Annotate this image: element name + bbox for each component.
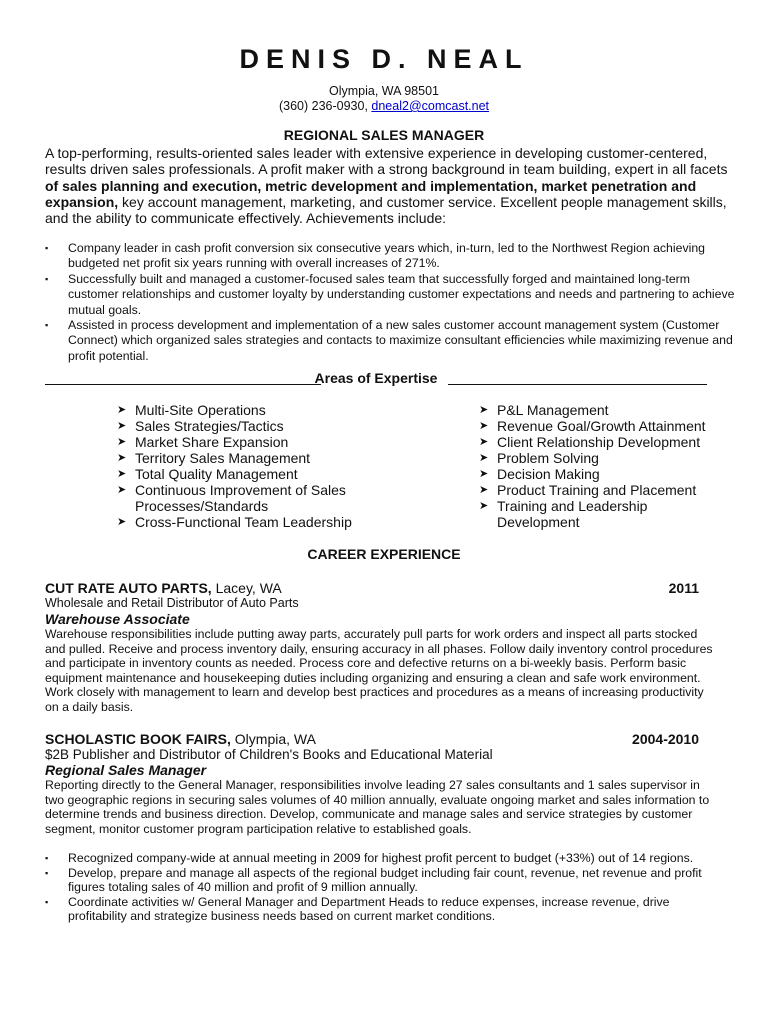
career-experience-title: CAREER EXPERIENCE <box>307 546 461 562</box>
arrow-bullet-icon: ➤ <box>479 468 489 480</box>
job-years: 2004-2010 <box>632 731 699 747</box>
job-header <box>45 580 725 596</box>
contact-block <box>0 84 768 114</box>
job-title: Regional Sales Manager <box>45 762 207 778</box>
company-name: SCHOLASTIC BOOK FAIRS, <box>45 731 231 747</box>
job-bullet-item: ▪ Recognized company-wide at annual meeting in 2009 for highest profit percent to budget (+33%) out of 14 regions. <box>45 851 720 866</box>
expertise-item: ➤ Problem Solving <box>479 450 599 466</box>
phone-email-line <box>0 99 768 114</box>
phone: (360) 236-0930, <box>278 99 368 113</box>
achievement-item: ▪ Successfully built and managed a customer-focused sales team that successfully forged and maintained long-term customer relationships and customer loyalty by understanding customer expectations and needs and partnering to achieve mutual goals. <box>45 272 735 318</box>
scholastic-bullets <box>45 851 720 924</box>
expertise-item: ➤ Market Share Expansion <box>117 434 289 450</box>
company-location: Lacey, WA <box>211 580 282 596</box>
arrow-bullet-icon: ➤ <box>117 404 127 416</box>
job-bullet-item: ▪ Coordinate activities w/ General Manager and Department Heads to reduce expenses, increase revenue, drive profitability and strategize business needs based on current market conditions. <box>45 895 720 924</box>
divider-line-right <box>448 384 707 385</box>
job-entry-cut-rate <box>45 580 725 715</box>
company-name: CUT RATE AUTO PARTS, <box>45 580 212 596</box>
job-years: 2011 <box>668 580 699 596</box>
job-title: Warehouse Associate <box>45 611 190 627</box>
arrow-bullet-icon: ➤ <box>479 420 489 432</box>
expertise-item: ➤ Multi-Site Operations <box>117 402 266 418</box>
arrow-bullet-icon: ➤ <box>479 404 489 416</box>
expertise-title: Areas of Expertise <box>314 370 438 386</box>
summary-text-2: key account management, marketing, and customer service. Excellent people management skills, and the ability to communicate effectively. Achievements include: <box>45 193 727 227</box>
arrow-bullet-icon: ➤ <box>117 484 127 496</box>
job-description: Warehouse responsibilities include putting away parts, accurately pull parts for work orders and inspect all parts stocked and pulled. Receive and process inventory daily, ensuring accuracy in all phases. Follow daily inventory control procedures and participate in inventory counts as needed. Process core and defective returns on a bi-weekly basis. Perform basic equipment maintenance and housekeeping duties including organizing and ensuring a clean and safe work environment. Work closely with management to learn and develop best practices and procedures as a means of increasing productivity on a daily basis. <box>45 627 713 714</box>
address: Olympia, WA 98501 <box>328 84 439 98</box>
achievement-item: ▪ Company leader in cash profit conversion six consecutive years which, in-turn, led to the Northwest Region achieving budgeted net profit six years running with overall increases of 271%. <box>45 241 735 272</box>
expertise-item: ➤ Client Relationship Development <box>479 434 701 450</box>
arrow-bullet-icon: ➤ <box>479 436 489 448</box>
expertise-item: ➤ Cross-Functional Team Leadership <box>117 514 352 530</box>
achievements-list <box>45 241 735 364</box>
expertise-item: ➤ Training and Leadership Development <box>479 498 648 530</box>
arrow-bullet-icon: ➤ <box>117 468 127 480</box>
arrow-bullet-icon: ➤ <box>117 436 127 448</box>
expertise-item: ➤ Sales Strategies/Tactics <box>117 418 284 434</box>
arrow-bullet-icon: ➤ <box>117 516 127 528</box>
expertise-item: ➤ Continuous Improvement of Sales Processes/Standards <box>117 482 346 514</box>
summary-text-1: A top-performing, results-oriented sales leader with extensive experience in developing customer-centered, results driven sales professionals. A profit maker with a strong background in team building, expert in all facets <box>45 145 728 178</box>
company-location: Olympia, WA <box>230 731 316 747</box>
email-link[interactable]: dneal2@comcast.net <box>371 99 490 113</box>
job-entry-scholastic <box>45 731 725 836</box>
expertise-item: ➤ Decision Making <box>479 466 600 482</box>
summary-paragraph <box>45 145 735 226</box>
job-header <box>45 731 725 747</box>
arrow-bullet-icon: ➤ <box>117 420 127 432</box>
job-description: Reporting directly to the General Manager, responsibilities involve leading 27 sales consultants and 1 sales supervisor in two geographic regions in securing sales volumes of 40 million annually, evaluate ongoing market and sales information to determine trends and business direction. Develop, communicate and manage sales and service strategies by customer segment, monitor customer program participation relative to established goals. <box>45 778 710 836</box>
company-description: Wholesale and Retail Distributor of Auto Parts <box>45 596 299 610</box>
expertise-right-column <box>479 402 719 530</box>
expertise-left-column <box>117 402 387 530</box>
expertise-item: ➤ P&L Management <box>479 402 609 418</box>
company-description: $2B Publisher and Distributor of Children's Books and Educational Material <box>45 747 493 762</box>
arrow-bullet-icon: ➤ <box>479 484 489 496</box>
expertise-item: ➤ Territory Sales Management <box>117 450 311 466</box>
headline: REGIONAL SALES MANAGER <box>283 127 485 143</box>
summary-bold: of sales planning and execution, metric development and implementation, market penetration and expansion, <box>45 177 697 210</box>
job-bullet-item: ▪ Develop, prepare and manage all aspects of the regional budget including fair count, revenue, net revenue and profit figures totaling sales of 40 million and profit of 9 million annually. <box>45 866 720 895</box>
arrow-bullet-icon: ➤ <box>117 452 127 464</box>
expertise-item: ➤ Revenue Goal/Growth Attainment <box>479 418 706 434</box>
expertise-item: ➤ Product Training and Placement <box>479 482 697 498</box>
expertise-item: ➤ Total Quality Management <box>117 466 298 482</box>
candidate-name: DENIS D. NEAL <box>239 44 529 74</box>
arrow-bullet-icon: ➤ <box>479 500 489 512</box>
expertise-divider <box>45 370 707 388</box>
arrow-bullet-icon: ➤ <box>479 452 489 464</box>
achievement-item: ▪ Assisted in process development and implementation of a new sales customer account management system (Customer Connect) which organized sales strategies and contacts to maximize consultant efficiencies while maximizing revenue and profit potential. <box>45 318 735 364</box>
